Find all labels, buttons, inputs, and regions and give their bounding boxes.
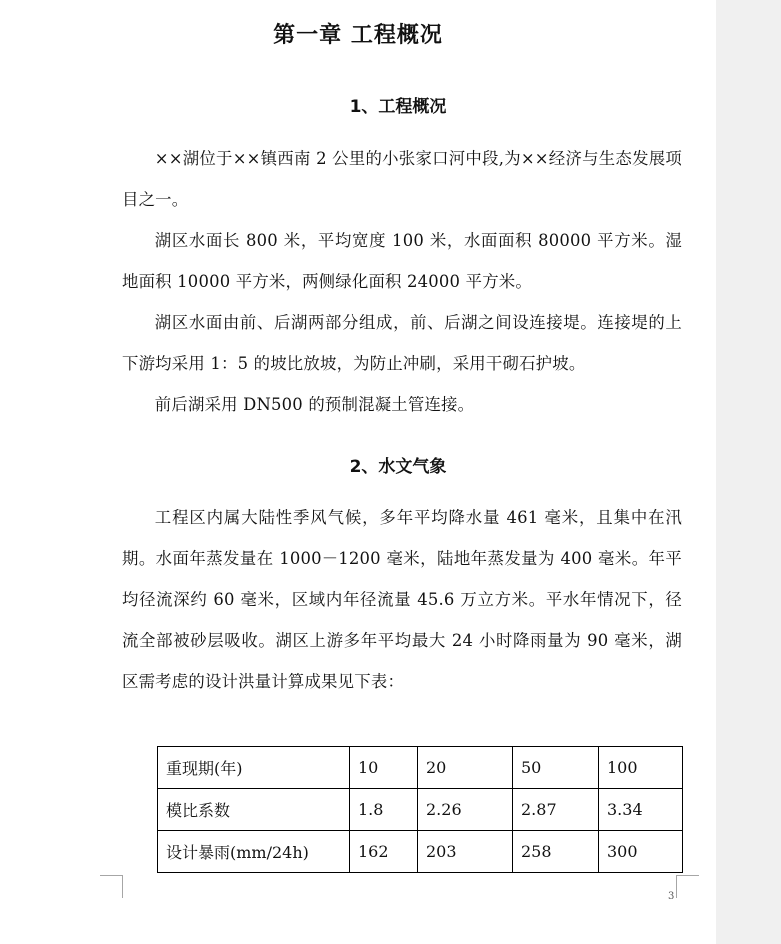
table-cell: 300 xyxy=(599,831,683,873)
section-heading-2: 2、水文气象 xyxy=(349,457,447,477)
table-row xyxy=(158,747,683,789)
section-heading-1: 1、工程概况 xyxy=(349,97,447,117)
paragraph: 工程区内属大陆性季风气候，多年平均降水量 461 毫米，且集中在汛期。水面年蒸发量在 1000－1200 毫米，陆地年蒸发量为 400 毫米。年平均径流深约 60 毫米，区域内年径流量 45.6 万立方米。平水年情况下，径流全部被砂层吸收。湖区上游多年平均最大 24 小时降雨量为 90 毫米，湖区需考虑的设计洪量计算成果见下表： xyxy=(122,508,682,691)
table-cell: 3.34 xyxy=(599,789,683,831)
page-number: 3 xyxy=(668,891,675,902)
table-cell: 50 xyxy=(513,747,599,789)
chapter-title: 第一章 工程概况 xyxy=(273,23,443,48)
table-cell: 10 xyxy=(350,747,418,789)
table-cell: 100 xyxy=(599,747,683,789)
table-cell: 203 xyxy=(418,831,513,873)
table-row xyxy=(158,831,683,873)
table-cell: 重现期(年) xyxy=(158,747,350,789)
paragraph: 湖区水面长 800 米，平均宽度 100 米，水面面积 80000 平方米。湿地面积 10000 平方米，两侧绿化面积 24000 平方米。 xyxy=(122,231,682,291)
table-cell: 1.8 xyxy=(350,789,418,831)
table-cell: 模比系数 xyxy=(158,789,350,831)
table-cell: 2.26 xyxy=(418,789,513,831)
paragraph: ××湖位于××镇西南 2 公里的小张家口河中段,为××经济与生态发展项目之一。 xyxy=(122,149,682,209)
workspace-background xyxy=(716,0,781,944)
table-row xyxy=(158,789,683,831)
paragraph: 前后湖采用 DN500 的预制混凝土管连接。 xyxy=(154,395,475,414)
table-cell: 258 xyxy=(513,831,599,873)
paragraph: 湖区水面由前、后湖两部分组成，前、后湖之间设连接堤。连接堤的上下游均采用 1：5 的坡比放坡，为防止冲刷，采用干砌石护坡。 xyxy=(122,313,682,373)
table-cell: 20 xyxy=(418,747,513,789)
table-cell: 设计暴雨(mm/24h) xyxy=(158,831,350,873)
margin-corner-mark-left xyxy=(100,875,123,898)
margin-corner-mark-right xyxy=(676,875,699,898)
table-cell: 162 xyxy=(350,831,418,873)
design-flood-table xyxy=(157,746,683,873)
table-cell: 2.87 xyxy=(513,789,599,831)
